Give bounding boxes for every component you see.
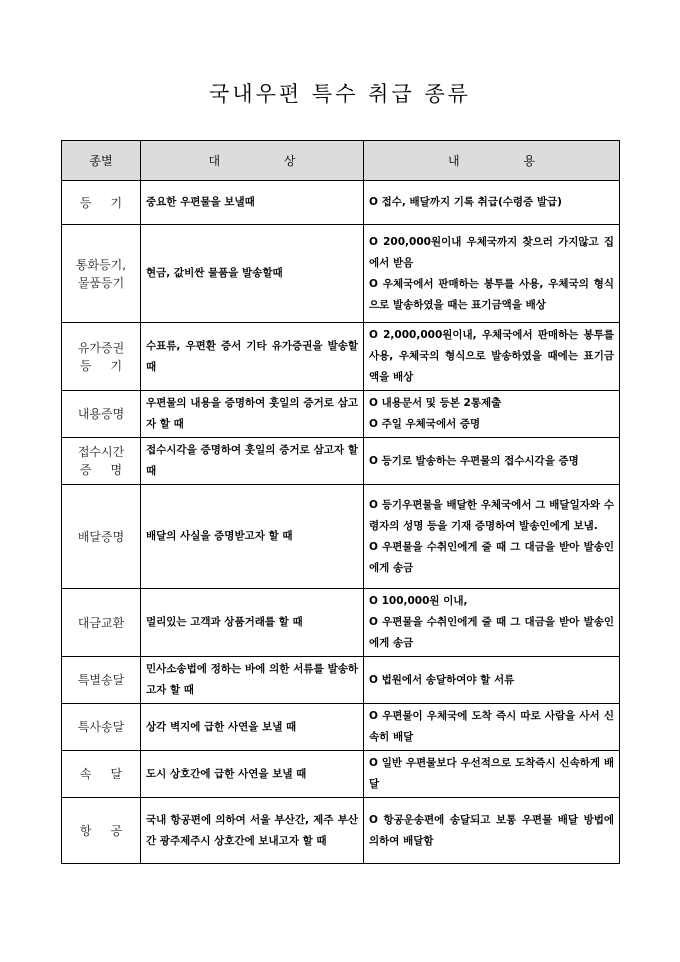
table-row: [62, 181, 620, 225]
target-cell: [141, 485, 364, 589]
content-item: O 200,000원이내 우체국까지 찾으러 가지않고 집에서 받음: [369, 235, 614, 269]
kind-label: 유가증권: [77, 340, 125, 355]
table-row: [62, 323, 620, 391]
content-item: O 100,000원 이내,: [369, 595, 468, 607]
page-title: 국내우편 특수 취급 종류: [209, 82, 471, 106]
table-row: [62, 225, 620, 323]
target-text: 수표류, 우편환 증서 기타 유가증권을 발송할때: [146, 339, 358, 373]
content-item: O 접수, 배달까지 기록 취급(수령증 발급): [369, 196, 562, 208]
target-text: 접수시각을 증명하여 훗일의 증거로 삼고자 할 때: [146, 444, 358, 477]
kind-cell: [62, 391, 141, 438]
content-cell: [364, 589, 620, 657]
content-item: O 일반 우편물보다 우선적으로 도착즉시 신속하게 배달: [369, 757, 614, 790]
target-text: 현금, 값비싼 물품을 발송할때: [146, 267, 283, 279]
content-item: O 우체국에서 판매하는 봉투를 사용, 우체국의 형식으로 발송하였을 때는 표기금액을 배상: [369, 277, 614, 311]
target-cell: [141, 589, 364, 657]
kind-cell: [62, 181, 141, 225]
kind-cell: [62, 589, 141, 657]
kind-label: 등 기: [79, 195, 123, 210]
table-row: [62, 589, 620, 657]
content-cell: [364, 391, 620, 438]
table-row: [62, 657, 620, 704]
content-item: O 우편물을 수취인에게 줄 때 그 대금을 받아 발송인에게 송금: [369, 616, 614, 649]
header-content: 내 용: [364, 141, 620, 181]
target-cell: [141, 657, 364, 704]
kind-label: 항 공: [79, 823, 123, 838]
target-cell: [141, 704, 364, 751]
header-kind: 종별: [62, 141, 141, 181]
postal-special-handling-table: [61, 140, 620, 864]
content-item: O 등기로 발송하는 우편물의 접수시각을 증명: [369, 454, 579, 467]
content-item: O 항공운송편에 송달되고 보통 우편물 배달 방법에 의하여 배달함: [369, 813, 614, 847]
target-cell: [141, 323, 364, 391]
kind-cell: [62, 657, 141, 704]
target-text: 국내 항공편에 의하여 서울 부산간, 제주 부산간 광주제주시 상호간에 보내고자 할 때: [146, 813, 358, 847]
content-cell: [364, 323, 620, 391]
kind-label: 통화등기,: [75, 257, 127, 272]
content-cell: [364, 225, 620, 323]
target-cell: [141, 798, 364, 864]
target-cell: [141, 438, 364, 485]
kind-label: 특별송달: [77, 673, 125, 687]
kind-label: 대금교환: [77, 615, 125, 630]
content-cell: [364, 485, 620, 589]
kind-label: 물품등기: [77, 275, 125, 290]
table-row: [62, 751, 620, 798]
target-cell: [141, 181, 364, 225]
content-item: O 주일 우체국에서 증명: [369, 418, 481, 430]
table-header-row: [62, 141, 620, 181]
kind-label: 증 명: [79, 463, 123, 477]
header-target: 대 상: [141, 141, 364, 181]
content-item: O 2,000,000원이내, 우체국에서 판매하는 봉투를 사용, 우체국의 형식으로 발송하였을 때에는 표기금액을 배상: [369, 329, 614, 383]
kind-cell: [62, 323, 141, 391]
content-cell: [364, 438, 620, 485]
content-cell: [364, 751, 620, 798]
kind-label: 배달증명: [77, 529, 125, 544]
kind-cell: [62, 704, 141, 751]
target-cell: [141, 751, 364, 798]
content-cell: [364, 798, 620, 864]
kind-cell: [62, 485, 141, 589]
kind-label: 특사송달: [77, 720, 125, 734]
content-item: O 등기우편물을 배달한 우체국에서 그 배달일자와 수령자의 성명 등을 기재 증명하여 발송인에게 보냄.: [369, 498, 614, 532]
target-text: 우편물의 내용을 증명하여 훗일의 증거로 삼고자 할 때: [146, 397, 358, 430]
target-text: 중요한 우편물을 보낼때: [146, 196, 255, 208]
target-cell: [141, 225, 364, 323]
kind-label: 내용증명: [77, 407, 125, 421]
table-row: [62, 704, 620, 751]
kind-cell: [62, 751, 141, 798]
kind-label: 속 달: [79, 767, 123, 781]
content-cell: [364, 657, 620, 704]
kind-cell: [62, 225, 141, 323]
kind-label: 접수시간: [77, 445, 125, 459]
kind-label: 등 기: [79, 358, 123, 373]
kind-cell: [62, 798, 141, 864]
target-cell: [141, 391, 364, 438]
content-cell: [364, 181, 620, 225]
content-cell: [364, 704, 620, 751]
target-text: 배달의 사실을 증명받고자 할 때: [146, 530, 293, 542]
table-row: [62, 438, 620, 485]
kind-cell: [62, 438, 141, 485]
content-item: O 법원에서 송달하여야 할 서류: [369, 673, 515, 686]
target-text: 도시 상호간에 급한 사연을 보낼 때: [146, 767, 307, 780]
table-row: [62, 798, 620, 864]
content-item: O 우편물이 우체국에 도착 즉시 따로 사람을 사서 신속히 배달: [369, 710, 614, 743]
content-item: O 내용문서 및 등본 2통제출: [369, 397, 502, 409]
table-row: [62, 391, 620, 438]
content-item: O 우편물을 수취인에게 줄 때 그 대금을 받아 발송인에게 송금: [369, 540, 614, 574]
table-row: [62, 485, 620, 589]
target-text: 민사소송법에 정하는 바에 의한 서류를 발송하고자 할 때: [146, 663, 358, 696]
target-text: 상각 벽지에 급한 사연을 보낼 때: [146, 720, 297, 733]
target-text: 멀리있는 고객과 상품거래를 할 때: [146, 616, 303, 628]
